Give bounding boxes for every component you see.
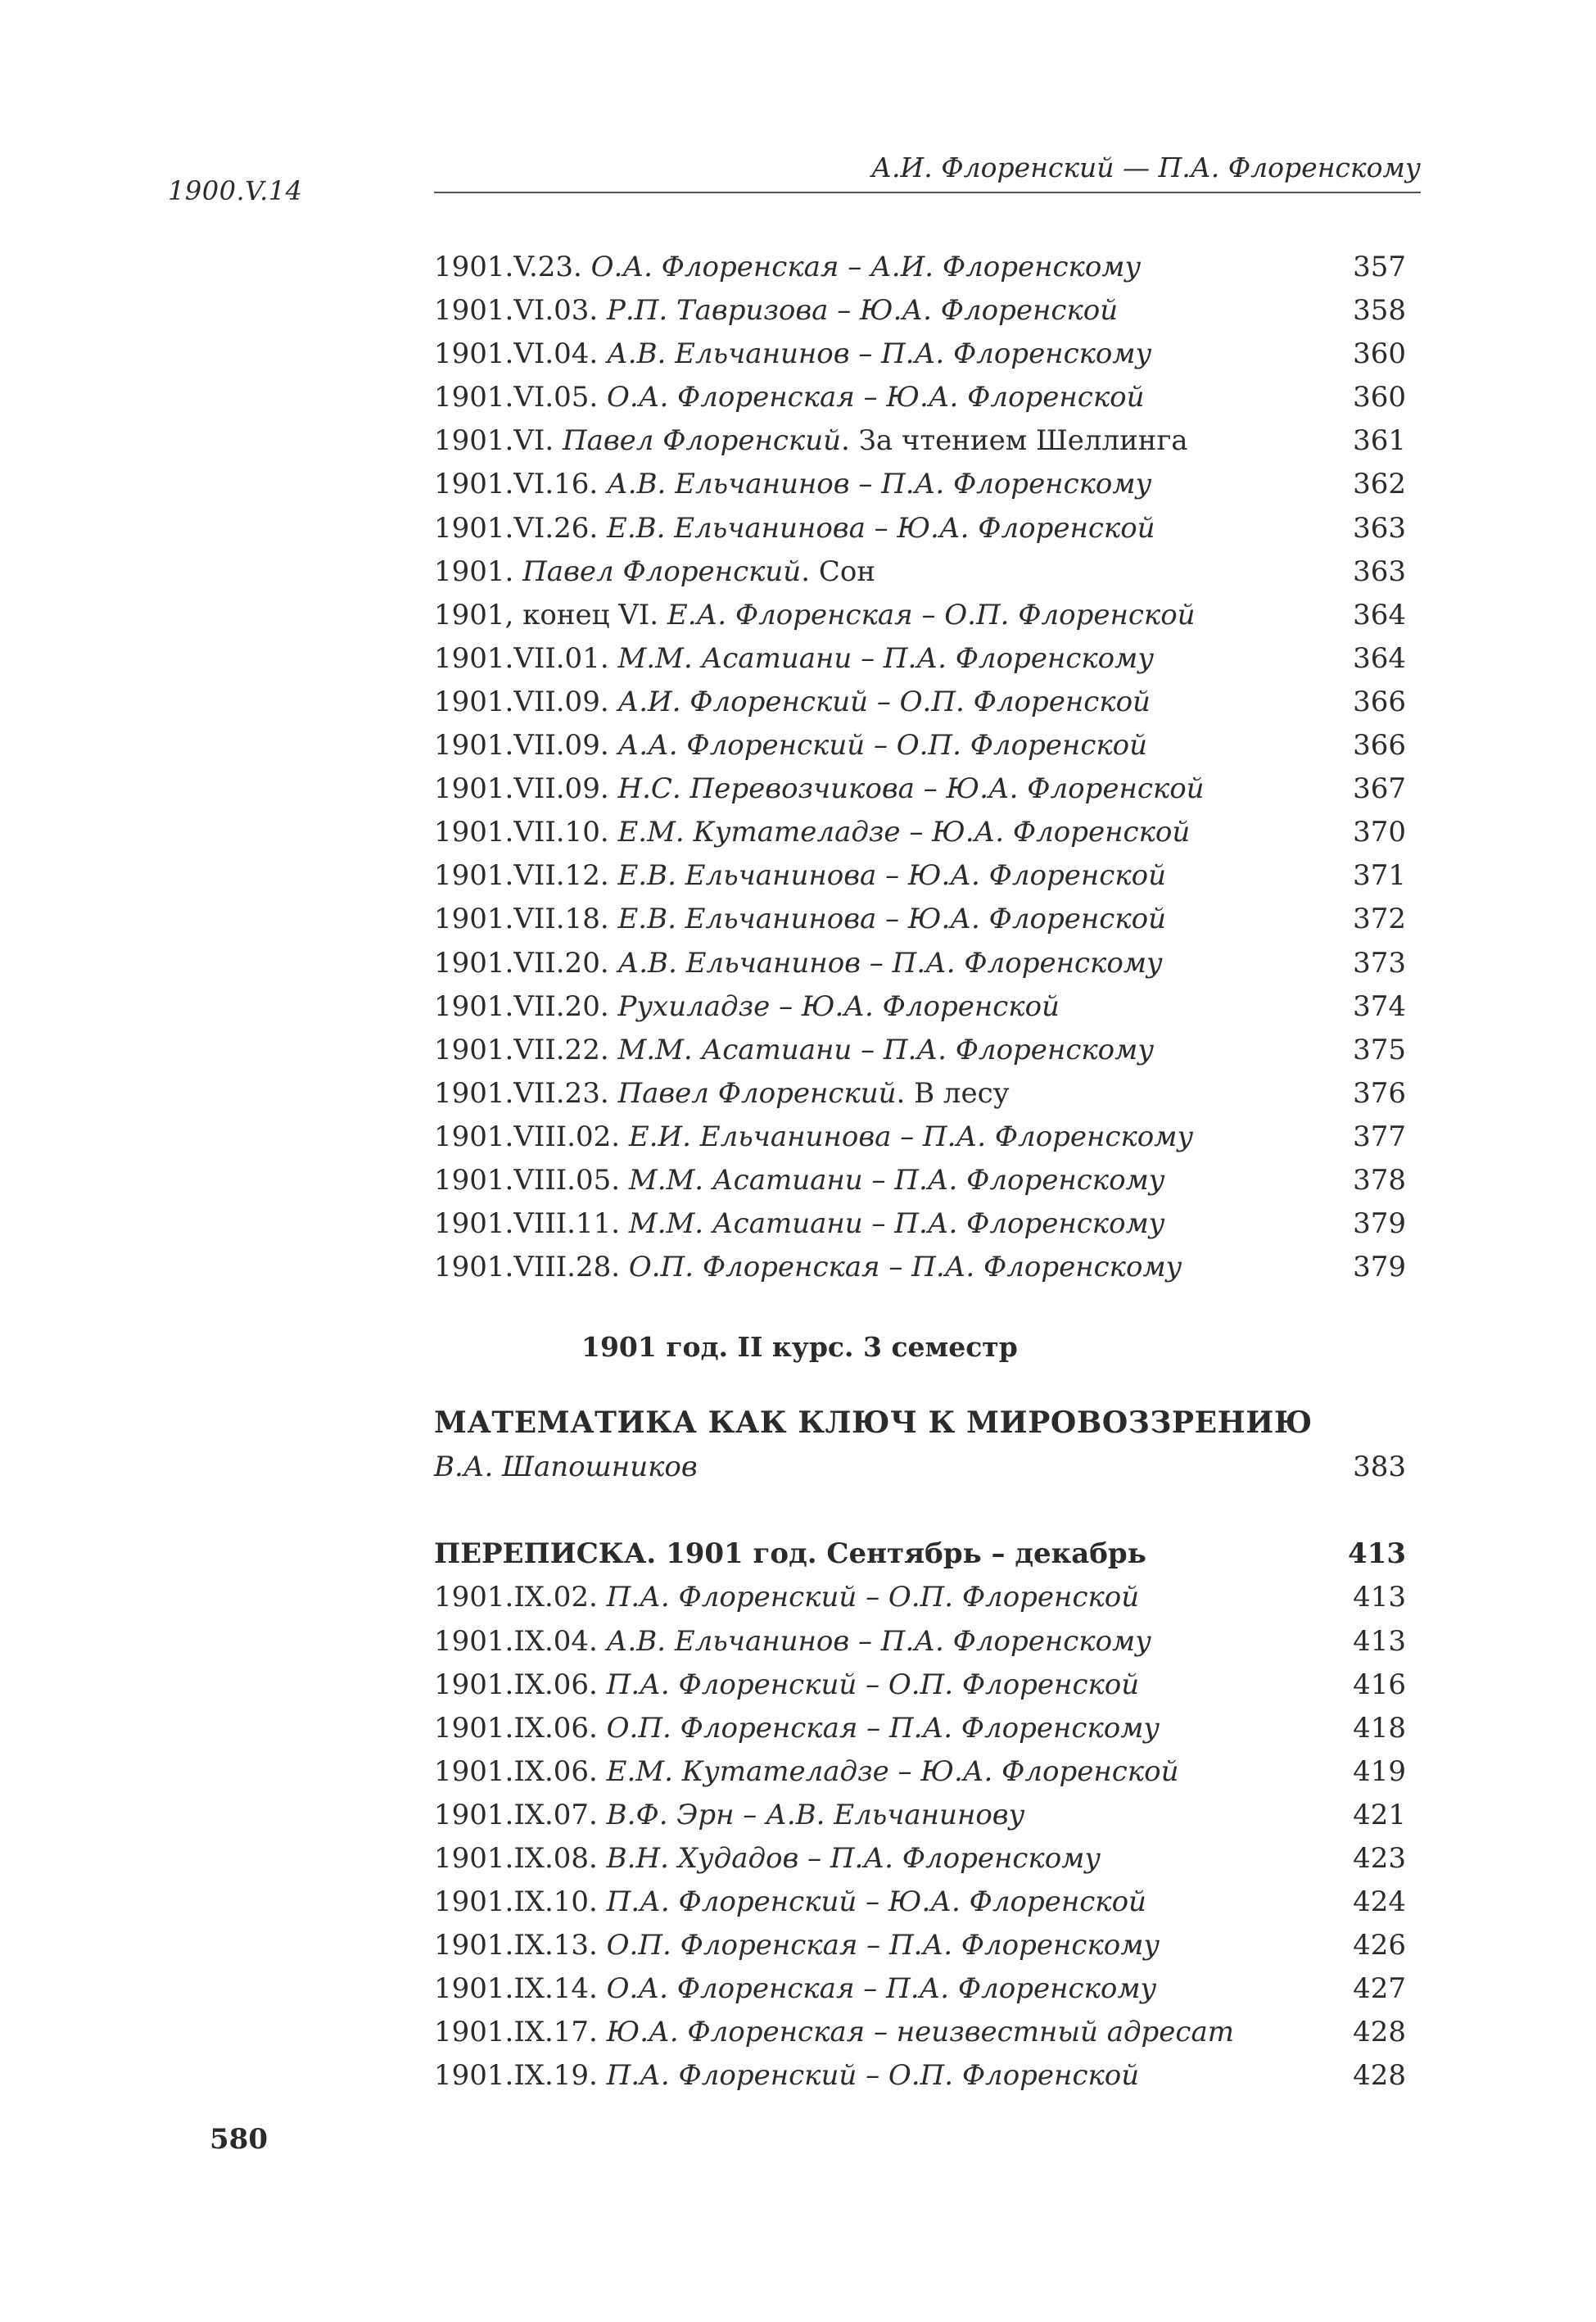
toc-entry (434, 2054, 1406, 2098)
entry-date: 1901.VIII.11. (434, 1207, 621, 1241)
entry-title: О.А. Флоренская – А.И. Флоренскому (590, 251, 1142, 283)
entry-title: П.А. Флоренский – О.П. Флоренской (606, 1581, 1140, 1614)
toc-entry-text (434, 1159, 1164, 1202)
entry-title: П.А. Флоренский – Ю.А. Флоренской (606, 1885, 1146, 1919)
entry-title: Е.В. Ельчанинова – Ю.А. Флоренской (607, 511, 1155, 545)
toc-entry (434, 985, 1406, 1029)
entry-title: М.М. Асатиани – П.А. Флоренскому (628, 1207, 1165, 1241)
entry-title: Е.М. Кутателадзе – Ю.А. Флоренской (617, 816, 1191, 849)
toc-entry-text (434, 1663, 1139, 1707)
entry-date: 1901, конец VI. (434, 598, 659, 631)
table-of-contents (434, 246, 1406, 2098)
entry-date: 1901.VI.16. (434, 468, 599, 501)
entry-suffix: . Сон (801, 554, 875, 588)
toc-entry (434, 1576, 1406, 1619)
toc-entry-text (434, 724, 1147, 767)
toc-entry-text (434, 1881, 1146, 1924)
toc-entry-text (434, 594, 1196, 637)
entry-title: Павел Флоренский (522, 554, 802, 588)
toc-entry (434, 507, 1406, 550)
entry-title: В.Ф. Эрн – А.В. Ельчанинову (606, 1798, 1025, 1831)
entry-date: 1901.VII.20. (434, 946, 609, 980)
toc-entry (434, 1663, 1406, 1707)
entry-page: 364 (1353, 598, 1406, 631)
toc-entry-text (434, 376, 1145, 419)
toc-entry-text (434, 246, 1141, 289)
entry-page: 366 (1353, 729, 1406, 763)
toc-entry (434, 333, 1406, 376)
chapter-author-row (434, 1446, 1406, 1489)
toc-entry-text (434, 1576, 1139, 1619)
entry-suffix: . За чтением Шеллинга (841, 424, 1188, 458)
entry-title: Е.В. Ельчанинова – Ю.А. Флоренской (617, 903, 1166, 936)
entry-date: 1901.VII.10. (434, 816, 609, 849)
running-head: А.И. Флоренский — П.А. Флоренскому (870, 152, 1421, 183)
entry-title: А.А. Флоренский – О.П. Флоренской (617, 729, 1148, 763)
entry-date: 1901.VII.18. (434, 903, 609, 936)
entry-date: 1901.IX.19. (434, 2059, 598, 2093)
toc-entry-text (434, 507, 1155, 550)
entry-page: 418 (1353, 1711, 1406, 1745)
entry-date: 1901.IX.14. (434, 1972, 598, 2006)
entry-title: М.М. Асатиани – П.А. Флоренскому (628, 1163, 1165, 1197)
toc-entry-text (434, 1116, 1193, 1159)
entry-date: 1901.IX.06. (434, 1668, 598, 1701)
toc-entry (434, 1116, 1406, 1159)
toc-entry-text (434, 419, 1188, 463)
toc-entry (434, 767, 1406, 811)
entry-date: 1901.VI.26. (434, 511, 599, 545)
toc-entry (434, 811, 1406, 854)
toc-entry (434, 1620, 1406, 1663)
entry-page: 360 (1353, 381, 1406, 414)
entries-list-a (434, 246, 1406, 1289)
toc-entry (434, 246, 1406, 289)
entry-title: О.П. Флоренская – П.А. Флоренскому (606, 1711, 1160, 1745)
entry-page: 377 (1353, 1120, 1406, 1153)
entry-page: 364 (1353, 641, 1406, 675)
entry-title: М.М. Асатиани – П.А. Флоренскому (617, 641, 1155, 675)
entry-title: А.В. Ельчанинов – П.А. Флоренскому (607, 468, 1152, 501)
toc-entry-text (434, 463, 1151, 506)
toc-entry-text (434, 681, 1151, 724)
entry-title: Р.П. Тавризова – Ю.А. Флоренской (607, 294, 1119, 328)
entry-title: А.В. Ельчанинов – П.А. Флоренскому (606, 1624, 1151, 1658)
entry-page: 413 (1353, 1581, 1406, 1614)
entry-page: 379 (1353, 1207, 1406, 1241)
entry-title: Ю.А. Флоренская – неизвестный адресат (606, 2016, 1234, 2049)
toc-entry-text (434, 1837, 1101, 1881)
entry-date: 1901.IX.04. (434, 1624, 598, 1658)
entry-date: 1901.IX.02. (434, 1581, 598, 1614)
toc-entry-text (434, 1967, 1156, 2011)
toc-entry-text (434, 854, 1166, 898)
entry-title: А.В. Ельчанинов – П.А. Флоренскому (617, 946, 1163, 980)
entry-page: 428 (1353, 2016, 1406, 2049)
entry-page: 363 (1353, 554, 1406, 588)
entry-title: Е.М. Кутателадзе – Ю.А. Флоренской (606, 1754, 1179, 1788)
entry-page: 424 (1353, 1885, 1406, 1919)
entry-date: 1901.IX.06. (434, 1711, 598, 1745)
entry-date: 1901.IX.08. (434, 1842, 598, 1875)
entry-page: 376 (1353, 1076, 1406, 1110)
entry-date: 1901.VI.04. (434, 337, 599, 371)
toc-entry-text (434, 1202, 1164, 1246)
entry-suffix: . В лесу (896, 1076, 1010, 1110)
toc-entry (434, 2011, 1406, 2054)
toc-entry-text (434, 333, 1151, 376)
entry-page: 370 (1353, 816, 1406, 849)
toc-entry-text (434, 1924, 1160, 1967)
entry-page: 413 (1353, 1624, 1406, 1658)
entry-title: А.В. Ельчанинов – П.А. Флоренскому (607, 337, 1152, 371)
toc-entry (434, 289, 1406, 333)
entry-page: 428 (1353, 2059, 1406, 2093)
toc-entry (434, 1750, 1406, 1794)
entry-date: 1901.VII.09. (434, 729, 609, 763)
entry-page: 360 (1353, 337, 1406, 371)
toc-entry (434, 1837, 1406, 1881)
entry-title: Е.А. Флоренская – О.П. Флоренской (667, 598, 1196, 631)
toc-entry (434, 1881, 1406, 1924)
toc-entry (434, 1967, 1406, 2011)
toc-entry (434, 854, 1406, 898)
entry-date: 1901.VIII.05. (434, 1163, 621, 1197)
entry-title: О.А. Флоренская – П.А. Флоренскому (606, 1972, 1157, 2006)
entry-page: 372 (1353, 903, 1406, 936)
toc-entry (434, 376, 1406, 419)
toc-entry (434, 681, 1406, 724)
entry-page: 421 (1353, 1798, 1406, 1831)
entry-date: 1901.VI. (434, 424, 554, 458)
toc-entry-text (434, 898, 1166, 941)
toc-entry (434, 1202, 1406, 1246)
entry-page: 367 (1353, 772, 1406, 806)
toc-entry-text (434, 1246, 1182, 1289)
toc-entry (434, 463, 1406, 506)
entry-title: Павел Флоренский (617, 1076, 897, 1110)
entry-page: 379 (1353, 1251, 1406, 1284)
entry-page: 419 (1353, 1754, 1406, 1788)
entry-date: 1901.VII.09. (434, 685, 609, 718)
entry-date: 1901.IX.17. (434, 2016, 598, 2049)
toc-entry-text (434, 1620, 1151, 1663)
entry-title: Павел Флоренский (562, 424, 842, 458)
entry-title: Е.И. Ельчанинова – П.А. Флоренскому (628, 1120, 1194, 1153)
toc-entry-text (434, 2054, 1139, 2098)
toc-entry (434, 550, 1406, 594)
spacer (434, 1489, 1406, 1532)
correspondence-heading-row (434, 1532, 1406, 1576)
entry-date: 1901.VIII.28. (434, 1251, 621, 1284)
toc-entry-text (434, 550, 875, 594)
entries-list-b (434, 1576, 1406, 2098)
entry-page: 358 (1353, 294, 1406, 328)
margin-note: 1900.V.14 (168, 175, 303, 206)
entry-page: 423 (1353, 1842, 1406, 1875)
toc-entry (434, 1794, 1406, 1837)
chapter-author: В.А. Шапошников (434, 1451, 698, 1484)
entry-title: В.Н. Худадов – П.А. Флоренскому (606, 1842, 1101, 1875)
toc-entry-text (434, 1750, 1178, 1794)
correspondence-page: 413 (1348, 1537, 1406, 1571)
toc-entry (434, 724, 1406, 767)
entry-page: 363 (1353, 511, 1406, 545)
toc-entry-text (434, 942, 1163, 985)
entry-page: 427 (1353, 1972, 1406, 2006)
toc-entry (434, 594, 1406, 637)
entry-page: 375 (1353, 1033, 1406, 1066)
entry-date: 1901.IX.10. (434, 1885, 598, 1919)
entry-title: Е.В. Ельчанинова – Ю.А. Флоренской (617, 859, 1166, 893)
toc-entry-text (434, 1707, 1160, 1750)
entry-date: 1901.VIII.02. (434, 1120, 621, 1153)
toc-entry (434, 637, 1406, 681)
toc-entry-text (434, 1029, 1154, 1072)
entry-page: 362 (1353, 468, 1406, 501)
toc-entry (434, 1159, 1406, 1202)
entry-title: О.П. Флоренская – П.А. Флоренскому (628, 1251, 1182, 1284)
entry-title: Н.С. Перевозчикова – Ю.А. Флоренской (617, 772, 1205, 806)
toc-entry (434, 419, 1406, 463)
toc-entry-text (434, 289, 1118, 333)
toc-entry-text (434, 811, 1190, 854)
toc-entry (434, 1924, 1406, 1967)
entry-title: О.А. Флоренская – Ю.А. Флоренской (607, 381, 1145, 414)
entry-page: 371 (1353, 859, 1406, 893)
page-number: 580 (210, 2123, 268, 2156)
entry-date: 1901.VI.05. (434, 381, 599, 414)
toc-entry (434, 1246, 1406, 1289)
entry-date: 1901.VII.23. (434, 1076, 609, 1110)
entry-date: 1901.VII.09. (434, 772, 609, 806)
toc-entry-text (434, 985, 1060, 1029)
entry-date: 1901.V.23. (434, 251, 582, 283)
entry-date: 1901.VII.20. (434, 989, 609, 1023)
toc-entry (434, 1707, 1406, 1750)
toc-entry (434, 942, 1406, 985)
toc-entry-text (434, 1072, 1010, 1116)
toc-entry-text (434, 767, 1205, 811)
entry-page: 373 (1353, 946, 1406, 980)
entry-title: П.А. Флоренский – О.П. Флоренской (606, 2059, 1140, 2093)
header-rule (434, 192, 1421, 193)
toc-entry (434, 1029, 1406, 1072)
entry-title: О.П. Флоренская – П.А. Флоренскому (606, 1929, 1160, 1962)
entry-page: 361 (1353, 424, 1406, 458)
entry-page: 378 (1353, 1163, 1406, 1197)
toc-entry-text (434, 1794, 1024, 1837)
entry-page: 426 (1353, 1929, 1406, 1962)
entry-title: Рухиладзе – Ю.А. Флоренской (617, 989, 1060, 1023)
section-heading: 1901 год. II курс. 3 семестр (581, 1331, 1018, 1364)
toc-entry (434, 898, 1406, 941)
entry-date: 1901.VII.22. (434, 1033, 609, 1066)
entry-title: П.А. Флоренский – О.П. Флоренской (606, 1668, 1140, 1701)
entry-page: 416 (1353, 1668, 1406, 1701)
entry-date: 1901.VII.12. (434, 859, 609, 893)
chapter-page: 383 (1353, 1451, 1406, 1484)
entry-page: 374 (1353, 989, 1406, 1023)
entry-title: А.И. Флоренский – О.П. Флоренской (617, 685, 1151, 718)
entry-date: 1901. (434, 554, 514, 588)
toc-entry-text (434, 2011, 1234, 2054)
chapter-title: МАТЕМАТИКА КАК КЛЮЧ К МИРОВОЗЗРЕНИЮ (434, 1405, 1313, 1441)
correspondence-heading: ПЕРЕПИСКА. 1901 год. Сентябрь – декабрь (434, 1537, 1146, 1571)
entry-date: 1901.VI.03. (434, 294, 599, 328)
entry-date: 1901.IX.07. (434, 1798, 598, 1831)
toc-entry-text (434, 637, 1154, 681)
entry-date: 1901.IX.06. (434, 1754, 598, 1788)
entry-title: М.М. Асатиани – П.А. Флоренскому (617, 1033, 1155, 1066)
entry-date: 1901.VII.01. (434, 641, 609, 675)
entry-page: 357 (1353, 251, 1406, 283)
entry-date: 1901.IX.13. (434, 1929, 598, 1962)
entry-page: 366 (1353, 685, 1406, 718)
toc-entry (434, 1072, 1406, 1116)
